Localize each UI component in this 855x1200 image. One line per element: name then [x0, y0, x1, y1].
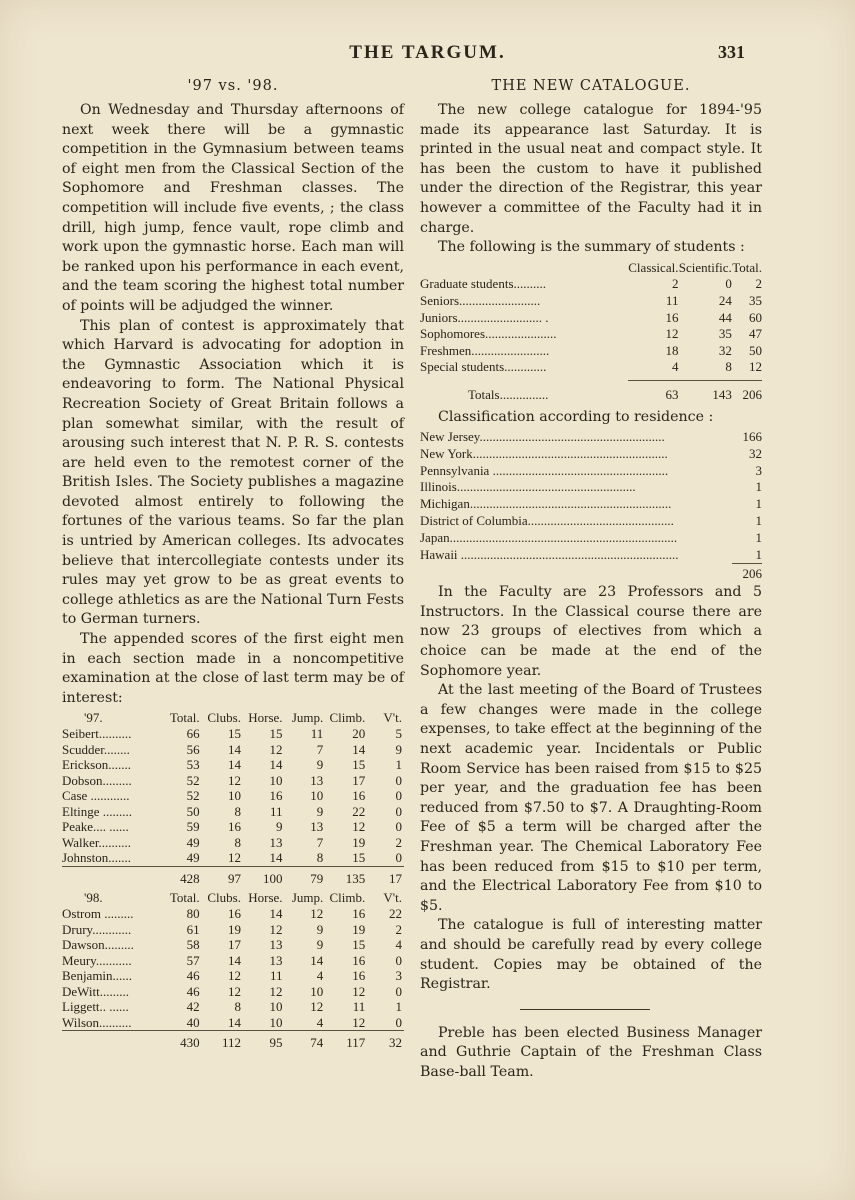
- paragraph: The following is the summary of students :: [438, 239, 745, 256]
- total-cell: 100: [243, 866, 285, 886]
- cell: 12: [310, 906, 324, 922]
- row-label: Japan......................................................................: [420, 529, 678, 545]
- col-header: Total.: [169, 710, 200, 726]
- cell: 12: [269, 983, 283, 999]
- col-header: V't.: [383, 710, 402, 726]
- col-header: Jump.: [291, 710, 324, 726]
- cell: 13: [269, 937, 283, 953]
- col-header: Total.: [169, 890, 200, 906]
- row-label: Dawson.........: [62, 937, 134, 953]
- cell: 17: [352, 772, 366, 788]
- cell: 2: [395, 834, 402, 850]
- cell: 17: [227, 937, 241, 953]
- cell: 19: [352, 834, 366, 850]
- cell: 1: [755, 479, 762, 495]
- row-label: Seniors.........................: [420, 292, 541, 308]
- row-label: Liggett.. ......: [62, 999, 129, 1015]
- cell: 14: [269, 757, 283, 773]
- row-label: Meury...........: [62, 952, 132, 968]
- page-header: [0, 42, 855, 68]
- cell: 14: [352, 741, 366, 757]
- cell: 10: [269, 772, 283, 788]
- col-header: V't.: [383, 890, 402, 906]
- cell: 32: [718, 342, 732, 358]
- cell: 5: [395, 726, 402, 742]
- cell: 12: [352, 819, 366, 835]
- row-label: Seibert..........: [62, 726, 132, 742]
- cell: 20: [352, 726, 366, 742]
- cell: 18: [665, 342, 679, 358]
- cell: 2: [671, 276, 679, 292]
- paragraph: The catalogue is full of interesting matter and should be carefully read by every college student. Copies may be obtained of the Registrar.: [420, 917, 762, 993]
- table-header-row: [62, 710, 404, 726]
- cell: 47: [749, 326, 762, 342]
- row-label: Dobson.........: [62, 772, 132, 788]
- right-column: [420, 76, 762, 1083]
- table-row: [420, 446, 762, 463]
- cell: 13: [310, 819, 324, 835]
- cell: 46: [186, 968, 200, 984]
- cell: 12: [269, 741, 283, 757]
- cell: 53: [186, 757, 200, 773]
- cell: 12: [352, 983, 366, 999]
- scores-table-97: [62, 710, 404, 1051]
- cell: 14: [227, 1014, 241, 1030]
- row-label: Walker..........: [62, 834, 131, 850]
- cell: 10: [269, 1014, 283, 1030]
- cell: 12: [227, 850, 241, 866]
- totals-row: [62, 1031, 404, 1051]
- col-header: Clubs.: [207, 710, 241, 726]
- cell: 15: [352, 850, 366, 866]
- table-row: [420, 326, 762, 343]
- cell: 50: [749, 342, 762, 358]
- cell: 10: [269, 999, 283, 1015]
- cell: 11: [352, 999, 366, 1015]
- cell: 0: [395, 983, 402, 999]
- paragraph: Preble has been elected Business Manager and Guthrie Captain of the Freshman Class Base-ball Team.: [420, 1024, 762, 1080]
- paragraph: On Wednesday and Thursday afternoons of next week there will be a gymnastic competition in the Gymnasium between teams of eight men from the Classical Section of the Sophomore and Freshman classes. The competition will include five events, ; the class drill, high jump, fence vault, rope climb and work upon the gymnastic horse. Each man will be ranked upon his performance in each event, and the team scoring the highest total number of points will be adjudged the winner.: [62, 102, 404, 314]
- total-cell: 117: [325, 1031, 367, 1051]
- cell: 0: [395, 952, 402, 968]
- cell: 14: [227, 757, 241, 773]
- table-row: [420, 429, 762, 446]
- row-label: Drury............: [62, 921, 132, 937]
- cell: 1: [755, 529, 762, 545]
- paragraph: The new college catalogue for 1894-'95 made its appearance last Saturday. It is printed in the usual neat and compact style. It has been the custom to have it published under the direction of the Registrar, this year however a committee of the Faculty had it in charge.: [420, 102, 762, 236]
- paragraph: This plan of contest is approximately that which Harvard is advocating for adoption in the Gymnastic Association which it is endeavoring to form. The National Physical Recreation Society of Great Britain follows a plan somewhat similar, with the result of arousing such interest that N. P. R. S. contests are held even to the remotest corner of the British Isles. The Society publishes a magazine devoted almost entirely to following the fortunes of the various teams. So far the plan is untried by American colleges. Its advocates believe that intercollegiate contests under its rules may yet grow to be as great events to college athletics as are the National Turn Fests to German turners.: [62, 317, 404, 628]
- cell: 13: [269, 952, 283, 968]
- cell: 14: [269, 906, 283, 922]
- cell: 0: [725, 276, 732, 292]
- totals-row: [62, 866, 404, 886]
- cell: 14: [227, 952, 241, 968]
- row-label: Scudder........: [62, 741, 130, 757]
- cell: 4: [316, 968, 324, 984]
- totals-label: Totals...............: [468, 386, 549, 402]
- table-row: [420, 293, 762, 310]
- cell: 3: [395, 968, 402, 984]
- cell: 10: [310, 788, 324, 804]
- table-row: [62, 773, 404, 789]
- paragraph: In the Faculty are 23 Professors and 5 Instructors. In the Classical course there are now 23 groups of electives from which a choice can be made at the end of the Sophomore year.: [420, 584, 762, 679]
- row-label: Erickson.......: [62, 757, 131, 773]
- cell: 14: [310, 952, 324, 968]
- row-label: Michigan..............................................................: [420, 496, 672, 512]
- cell: 12: [310, 999, 324, 1015]
- table-row: [62, 726, 404, 742]
- total-cell: 430: [161, 1031, 201, 1051]
- table-row: [420, 343, 762, 360]
- row-label: New Jersey.........................................................: [420, 429, 665, 445]
- cell: 19: [227, 921, 241, 937]
- cell: 0: [395, 850, 402, 866]
- table-row: [62, 937, 404, 953]
- cell: 0: [395, 788, 402, 804]
- total-cell: 206: [732, 564, 762, 583]
- cell: 22: [352, 803, 366, 819]
- row-label: Eltinge .........: [62, 803, 133, 819]
- table-row: [420, 479, 762, 496]
- total-cell: 143: [712, 386, 732, 402]
- table-row: [62, 953, 404, 969]
- divider: [520, 1009, 650, 1010]
- cell: 9: [316, 937, 324, 953]
- cell: 8: [234, 834, 241, 850]
- table-row: [420, 310, 762, 327]
- cell: 10: [227, 788, 241, 804]
- cell: 56: [186, 741, 200, 757]
- cell: 35: [718, 326, 732, 342]
- row-label: Case ............: [62, 788, 130, 804]
- totals-row: [420, 380, 762, 403]
- cell: 0: [395, 772, 402, 788]
- total-cell: 63: [665, 386, 679, 402]
- cell: 1: [755, 513, 762, 529]
- cell: 16: [352, 906, 366, 922]
- cell: 52: [186, 788, 200, 804]
- cell: 12: [665, 326, 679, 342]
- cell: 49: [186, 850, 200, 866]
- totals-row: [420, 564, 762, 583]
- cell: 16: [227, 819, 241, 835]
- col-header: Total.: [732, 259, 762, 275]
- cell: 2: [395, 921, 402, 937]
- cell: 14: [269, 850, 283, 866]
- row-label: District of Columbia.............................................: [420, 513, 674, 529]
- total-cell: 428: [161, 866, 201, 886]
- cell: 44: [718, 309, 732, 325]
- cell: 19: [352, 921, 366, 937]
- table-row: [420, 547, 762, 564]
- cell: 11: [270, 968, 283, 984]
- cell: 0: [395, 1014, 402, 1030]
- cell: 61: [186, 921, 200, 937]
- table-row: [62, 922, 404, 938]
- table-row: [62, 1015, 404, 1031]
- row-label: Special students.............: [420, 359, 547, 375]
- row-label: Pennsylvania ......................................................: [420, 462, 669, 478]
- cell: 16: [227, 906, 241, 922]
- table-row: [62, 757, 404, 773]
- table-row: [420, 359, 762, 376]
- cell: 46: [186, 983, 200, 999]
- col-header: Classical.: [628, 259, 679, 275]
- cell: 52: [186, 772, 200, 788]
- student-summary-table: [420, 260, 762, 404]
- class-label: '97.: [84, 710, 103, 726]
- cell: 9: [276, 819, 283, 835]
- total-cell: 32: [367, 1031, 404, 1051]
- cell: 2: [755, 276, 762, 292]
- paragraph: At the last meeting of the Board of Trustees a few changes were made in the college expenses, to take effect at the beginning of the next academic year. Incidentals or Public Room Service has been raised from $15 to $25 per year, and the graduation fee has been reduced from $7.50 to $7. A Draughting-Room Fee of $5 a term will be charged after the Freshman year. The Chemical Laboratory Fee has been reduced from $15 to $10 per term, and the Electrical Laboratory Fee from $10 to $5.: [420, 682, 762, 914]
- cell: 12: [352, 1014, 366, 1030]
- col-header: Scientific.: [678, 259, 732, 275]
- cell: 4: [671, 359, 679, 375]
- table-row: [62, 819, 404, 835]
- row-label: Freshmen........................: [420, 342, 550, 358]
- cell: 7: [316, 741, 324, 757]
- cell: 13: [269, 834, 283, 850]
- cell: 9: [316, 803, 324, 819]
- cell: 0: [395, 819, 402, 835]
- table-row: [420, 276, 762, 293]
- cell: 11: [310, 726, 324, 742]
- cell: 12: [749, 359, 762, 375]
- cell: 16: [352, 952, 366, 968]
- cell: 8: [234, 999, 241, 1015]
- journal-title: THE TARGUM.: [349, 42, 506, 63]
- cell: 16: [352, 788, 366, 804]
- cell: 0: [395, 803, 402, 819]
- table-row: [62, 788, 404, 804]
- row-label: Sophomores......................: [420, 326, 557, 342]
- total-cell: 112: [202, 1031, 243, 1051]
- cell: 11: [665, 292, 679, 308]
- cell: 32: [749, 445, 762, 461]
- col-header: Horse.: [248, 890, 283, 906]
- row-label: Illinois.......................................................: [420, 479, 636, 495]
- cell: 80: [186, 906, 200, 922]
- cell: 166: [742, 429, 762, 445]
- col-header: Climb.: [329, 710, 366, 726]
- total-cell: 97: [202, 866, 243, 886]
- cell: 3: [755, 462, 762, 478]
- row-label: Johnston.......: [62, 850, 131, 866]
- cell: 9: [316, 921, 324, 937]
- cell: 4: [395, 937, 402, 953]
- cell: 12: [227, 983, 241, 999]
- cell: 57: [186, 952, 200, 968]
- cell: 59: [186, 819, 200, 835]
- cell: 13: [310, 772, 324, 788]
- total-cell: 95: [243, 1031, 285, 1051]
- cell: 58: [186, 937, 200, 953]
- cell: 1: [755, 496, 762, 512]
- cell: 8: [234, 803, 241, 819]
- paragraph: The appended scores of the first eight men in each section made in a noncompetitive examination at the close of last term may be of interest:: [62, 631, 404, 706]
- cell: 66: [186, 726, 200, 742]
- cell: 8: [316, 850, 324, 866]
- article-title-new-catalogue: THE NEW CATALOGUE.: [491, 78, 691, 94]
- table-row: [62, 968, 404, 984]
- table-header-row: [62, 890, 404, 906]
- cell: 49: [186, 834, 200, 850]
- table-row: [62, 742, 404, 758]
- cell: 9: [395, 741, 402, 757]
- row-label: DeWitt.........: [62, 983, 129, 999]
- table-row: [420, 513, 762, 530]
- left-column: [62, 76, 404, 1051]
- total-cell: 79: [285, 866, 326, 886]
- cell: 15: [269, 726, 283, 742]
- col-header: Jump.: [291, 890, 324, 906]
- table-row: [62, 850, 404, 866]
- cell: 12: [227, 772, 241, 788]
- row-label: Wilson..........: [62, 1014, 132, 1030]
- total-cell: 135: [325, 866, 367, 886]
- article-title-97-vs-98: '97 vs. '98.: [187, 78, 279, 94]
- cell: 15: [352, 757, 366, 773]
- cell: 15: [352, 937, 366, 953]
- col-header: Climb.: [329, 890, 366, 906]
- page-number: 331: [718, 42, 745, 62]
- table-row: [62, 906, 404, 922]
- row-label: Hawaii ...................................................................: [420, 546, 679, 562]
- total-cell: 17: [367, 866, 404, 886]
- cell: 42: [186, 999, 200, 1015]
- table-row: [420, 496, 762, 513]
- cell: 10: [310, 983, 324, 999]
- cell: 24: [718, 292, 732, 308]
- row-label: Graduate students..........: [420, 276, 547, 292]
- cell: 7: [316, 834, 324, 850]
- cell: 16: [665, 309, 679, 325]
- col-header: Clubs.: [207, 890, 241, 906]
- cell: 22: [389, 906, 402, 922]
- row-label: Ostrom .........: [62, 906, 134, 922]
- table-header-row: [420, 260, 762, 277]
- total-cell: 74: [285, 1031, 326, 1051]
- table-row: [62, 835, 404, 851]
- cell: 16: [269, 788, 283, 804]
- cell: 12: [269, 921, 283, 937]
- cell: 12: [227, 968, 241, 984]
- cell: 60: [749, 309, 762, 325]
- residence-table: [420, 429, 762, 583]
- cell: 16: [352, 968, 366, 984]
- cell: 8: [725, 359, 732, 375]
- cell: 11: [270, 803, 283, 819]
- cell: 9: [316, 757, 324, 773]
- table-row: [420, 463, 762, 480]
- table-row: [62, 984, 404, 1000]
- class-label: '98.: [84, 890, 103, 906]
- cell: 14: [227, 741, 241, 757]
- row-label: Peake.... ......: [62, 819, 129, 835]
- row-label: New York............................................................: [420, 445, 668, 461]
- cell: 1: [755, 546, 762, 562]
- cell: 4: [316, 1014, 324, 1030]
- cell: 15: [227, 726, 241, 742]
- table-row: [62, 999, 404, 1015]
- total-cell: 206: [742, 386, 762, 402]
- cell: 1: [395, 999, 402, 1015]
- cell: 40: [186, 1014, 200, 1030]
- cell: 50: [186, 803, 200, 819]
- table-row: [62, 804, 404, 820]
- cell: 1: [395, 757, 402, 773]
- cell: 35: [749, 292, 762, 308]
- col-header: Horse.: [248, 710, 283, 726]
- row-label: Juniors.......................... .: [420, 309, 549, 325]
- paragraph: Classification according to residence :: [438, 408, 714, 425]
- table-row: [420, 530, 762, 547]
- row-label: Benjamin......: [62, 968, 133, 984]
